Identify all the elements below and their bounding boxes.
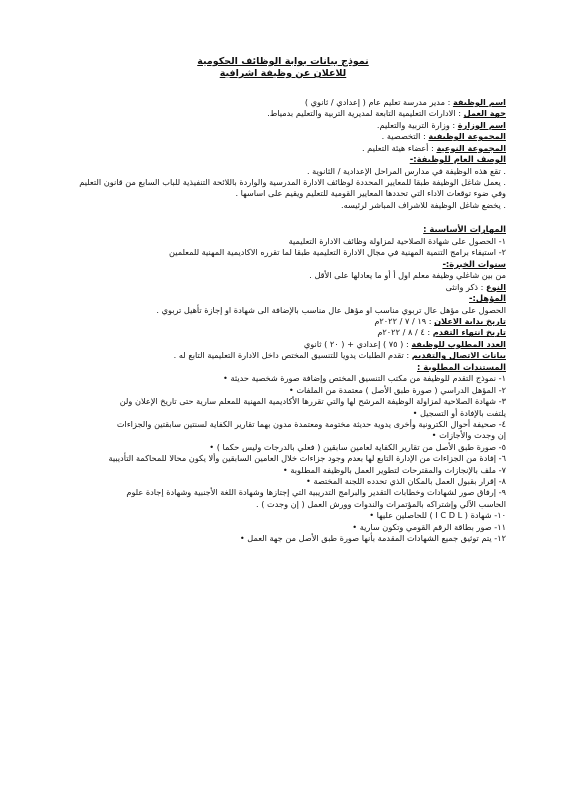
start-date-value: : ١٩ / ٧ / ٢٠٢٢م [374,316,432,327]
qualitative-group-row [46,143,506,154]
description-line: . تقع هذه الوظيفة في مدارس المراحل الإعدادية / الثانوية . [306,165,506,176]
required-count-value: : ( ٧٥ ) إعدادي + ( ٢٠ ) ثانوي [303,338,409,349]
experience-value: من بين شاغلي وظيفة معلم اول أ أو ما يعادلها على الأقل . [309,270,506,281]
document-body [46,97,506,544]
contact-value: : تقدم الطلبات يدويا للتنسيق المختص داخل الادارة التعليمية التابع له . [173,350,410,361]
job-group-label: المجموعة الوظيفية [428,131,506,142]
document-item: ٦- إفادة من الجزاءات من الإدارة التابع لها بعدم وجود جزاءات خلال العامين السابقين وألا يكون محالا للمحاكمة التأديبية [108,453,506,464]
work-place-value: : الادارات التعليمية التابعة لمديرية التربية والتعليم بدمياط. [267,108,461,119]
end-date-row [46,327,506,338]
document-item: ٧- ملف بالإنجازات والمقترحات لتطوير العمل بالوظيفة المطلوبة • [282,464,506,475]
title-line-2: للاعلان عن وظيفة اشرافية [219,68,347,79]
start-date-label: تاريخ بداية الاعلان [434,316,506,327]
document-item: ٢- المؤهل الدراسي ( صورة طبق الأصل ) معتمدة من الملفات • [288,384,506,395]
document-item: يلتفت بالإفادة أو التسجيل • [412,407,506,418]
document-item: ١٠- شهادة ( I C D L ) للحاصلين عليها • [369,510,506,521]
document-item: ٥- صورة طبق الأصل من تقارير الكفاية لعامين سابقين ( فعلي بالدرجات وليس حكما ) • [209,441,506,452]
job-group-row [46,131,506,142]
documents-heading: المستندات المطلوبة : [417,361,506,372]
contact-row [46,350,506,361]
document-item: ٨- إقرار بقبول العمل بالمكان الذي تحدده اللجنة المختصة • [306,475,506,486]
required-count-row [46,339,506,350]
job-name-row [46,97,506,108]
start-date-row [46,316,506,327]
document-item: إن وجدت والأجازات • [431,430,506,441]
job-group-value: : التخصصية . [381,131,426,142]
document-title [0,56,566,80]
document-item: ٩- إرفاق صور لشهادات وخطابات التقدير والبرامج التدريبية التي إجتازها وشهادة اللغة الأجنبية وشهادة إجادة علوم [126,487,506,498]
qualification-heading: المؤهل:- [469,293,506,304]
document-item: ١- نموذج التقدم للوظيفة من مكتب التنسيق المختص وإضافة صورة شخصية حديثة • [223,373,506,384]
qualification-value: الحصول على مؤهل عال تربوي مناسب او مؤهل عال مناسب بالإضافة الى شهادة او إجازة تأهيل تربوي . [156,304,506,315]
required-count-label: العدد المطلوب للوظيفة [411,338,506,349]
end-date-label: تاريخ انتهاء التقدم [432,327,506,338]
document-item: ١١- صور بطاقة الرقم القومي وتكون سارية • [352,521,506,532]
document-item: ١٢- يتم توثيق جميع الشهادات المقدمة بأنها صورة طبق الأصل من جهة العمل • [239,532,506,543]
ministry-row [46,120,506,131]
document-item: ٣- شهادة الصلاحية لمزاولة الوظيفة المرشح لها والتي تقررها الأكاديمية المهنية للمعلم سارية حتى تاريخ الإعلان ولن [119,396,506,407]
description-line: . يعمل شاغل الوظيفة طبقا للمعايير المحددة لوظائف الادارة المدرسية والواردة باللائحة التنفيذية للباب السابع من قانون التعليم [79,177,506,188]
document-item: ٤- صحيفة أحوال الكترونية وأخرى يدوية حديثة مختومة ومعتمدة مدون بهما تقارير الكفاية لسنتين سابقتين والجزاءات [116,418,506,429]
job-name-value: : مدير مدرسة تعليم عام ( إعدادي / ثانوي ) [304,97,451,107]
ministry-label: اسم الوزارة [457,119,506,130]
end-date-value: : ٤ / ٨ / ٢٠٢٢م [377,327,431,338]
qualitative-group-label: المجموعة النوعية [436,142,506,153]
work-place-label: جهة العمل [463,108,506,119]
gender-row [46,282,506,293]
job-name-label: اسم الوظيفة [452,97,506,107]
work-place-row [46,108,506,119]
description-line: وفي ضوء توقعات الاداء التي تحددها المعايير القومية للتعليم ويقيم على اساسها . [235,188,506,199]
gender-label: النوع [486,281,506,292]
description-heading: الوصف العام للوظيفة:- [409,154,506,165]
skills-line: ٢- استيفاء برامج التنمية المهنية في مجال الادارة التعليمية طبقا لما تقرره الاكاديمية المهنية للمعلمين [169,247,506,258]
document-item: الحاسب الآلي وإشتراكه بالمؤتمرات والندوات وورش العمل ( إن وجدت ) . [256,498,506,509]
gender-value: : ذكر وانثى [445,281,484,292]
title-line-1: نموذج بيانات بوابة الوظائف الحكومية [197,56,369,67]
skills-heading: المهارات الأساسية : [423,224,506,235]
contact-label: بيانات الاتصال والتقديم [411,350,506,361]
ministry-value: : وزارة التربية والتعليم. [376,119,456,130]
qualitative-group-value: : أعضاء هيئة التعليم . [361,142,434,153]
skills-line: ١- الحصول على شهادة الصلاحية لمزاولة وظائف الادارة التعليمية [288,235,506,246]
experience-heading: سنوات الخبرة:- [442,258,506,269]
description-line: . يخضع شاغل الوظيفة للاشراف المباشر لرئيسه. [340,199,506,210]
